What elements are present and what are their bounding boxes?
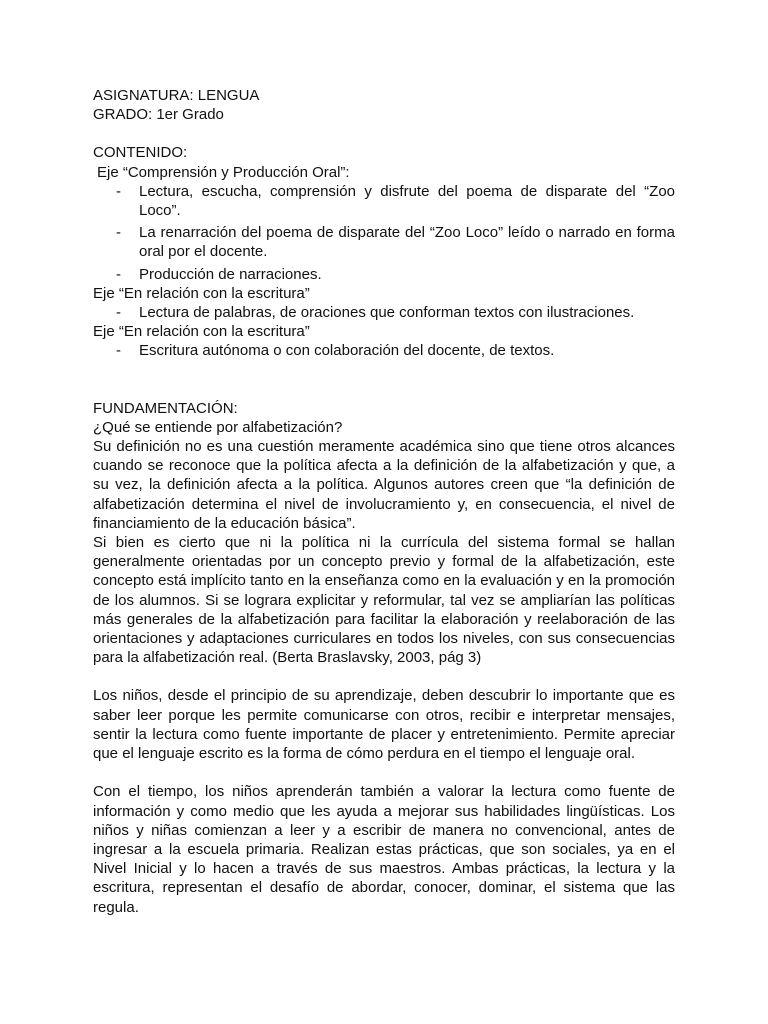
list-item-text: Lectura, escucha, comprensión y disfrute del poema de disparate del “Zoo Loco”.: [139, 182, 675, 220]
list-item: [93, 265, 675, 284]
grade-heading: GRADO: 1er Grado: [93, 106, 224, 124]
paragraph: Su definición no es una cuestión meramente académica sino que tiene otros alcances cuando se reconoce que la política afecta a la definición de la alfabetización y que, a su vez, la definición afecta a la política. Algunos autores creen que “la definición de alfabetización determina el nivel de involucramiento y, en consecuencia, el nivel de financiamiento de la educación básica”.: [93, 438, 675, 532]
eje-escritura-1-list: [93, 303, 675, 322]
bullet-dash: -: [116, 304, 121, 322]
eje-heading-escritura-2: Eje “En relación con la escritura”: [93, 323, 310, 341]
paragraph: Si bien es cierto que ni la política ni la currícula del sistema formal se hallan generalmente orientadas por un concepto previo y formal de la alfabetización, este concepto está implícito tanto en la enseñanza como en la evaluación y en la promoción de los alumnos. Si se lograra explicitar y reformular, tal vez se ampliarían las políticas más generales de la alfabetización para facilitar la elaboración y reelaboración de las orientaciones y adaptaciones curriculares en todos los niveles, con sus consecuencias para la alfabetización real. (Berta Braslavsky, 2003, pág 3): [93, 534, 675, 667]
spacer: [93, 361, 675, 399]
spacer: [93, 124, 675, 143]
list-item-text: La renarración del poema de disparate del “Zoo Loco” leído o narrado en forma oral por el docente.: [139, 224, 675, 261]
list-item-text: Lectura de palabras, de oraciones que conforman textos con ilustraciones.: [139, 304, 635, 322]
eje-escritura-2-list: [93, 341, 675, 360]
list-item-text: Escritura autónoma o con colaboración del docente, de textos.: [139, 342, 555, 360]
list-item: [93, 182, 675, 220]
eje-heading-oral: Eje “Comprensión y Producción Oral”:: [97, 163, 350, 181]
fundamentacion-question: ¿Qué se entiende por alfabetización?: [93, 418, 343, 436]
subject-heading: ASIGNATURA: LENGUA: [93, 87, 260, 104]
list-item: [93, 341, 675, 360]
spacer: [93, 667, 675, 686]
list-item-text: Producción de narraciones.: [139, 265, 322, 283]
spacer: [93, 763, 675, 782]
document-page: [93, 86, 675, 917]
bullet-dash: -: [116, 342, 121, 360]
eje-heading-escritura-1: Eje “En relación con la escritura”: [93, 284, 310, 302]
paragraph: Con el tiempo, los niños aprenderán también a valorar la lectura como fuente de información y como medio que les ayuda a mejorar sus habilidades lingüísticas. Los niños y niñas comienzan a leer y a escribir de manera no convencional, antes de ingresar a la escuela primaria. Realizan estas prácticas, que son sociales, ya en el Nivel Inicial y lo hacen a través de sus maestros. Ambas prácticas, la lectura y la escritura, representan el desafío de abordar, conocer, dominar, el sistema que las regula.: [93, 783, 675, 916]
bullet-dash: -: [116, 182, 121, 200]
content-title: CONTENIDO:: [93, 144, 188, 162]
bullet-dash: -: [116, 265, 121, 283]
paragraph: Los niños, desde el principio de su aprendizaje, deben descubrir lo importante que es saber leer porque les permite comunicarse con otros, recibir e interpretar mensajes, sentir la lectura como fuente importante de placer y entretenimiento. Permite apreciar que el lenguaje escrito es la forma de cómo perdura en el tiempo el lenguaje oral.: [93, 687, 675, 763]
eje-oral-list: [93, 182, 675, 284]
fundamentacion-title: FUNDAMENTACIÓN:: [93, 399, 238, 417]
list-item: [93, 223, 675, 261]
bullet-dash: -: [116, 224, 121, 242]
list-item: [93, 303, 675, 322]
